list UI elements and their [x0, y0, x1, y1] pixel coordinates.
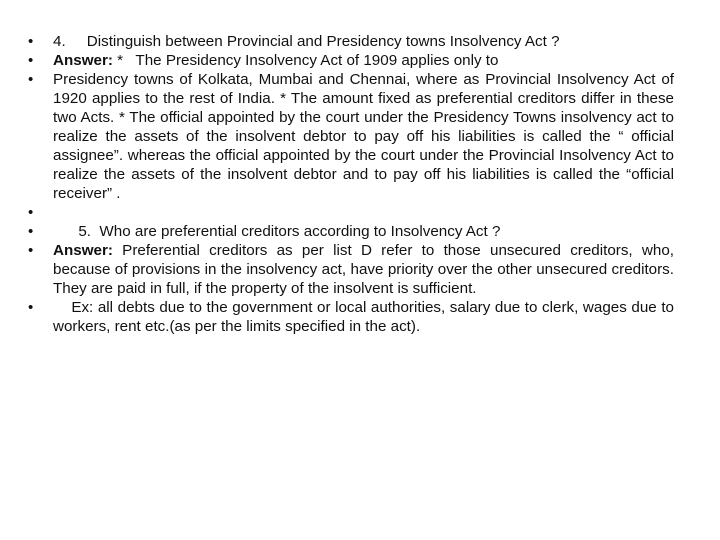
bullet-text: 5. Who are preferential creditors according to Insolvency Act ?	[53, 223, 501, 240]
answer-label: Answer:	[53, 242, 113, 259]
bullet-empty	[28, 203, 674, 222]
answer-label: Answer:	[53, 52, 113, 69]
bullet-example	[28, 298, 679, 336]
bullet-text: Preferential creditors as per list D refer to those unsecured creditors, who, because of provisions in the insolvency act, have priority over the other unsecured creditors. They are paid in full, if the property of the insolvent is sufficient.	[53, 242, 674, 297]
bullet-list	[28, 32, 679, 336]
bullet-text: Ex: all debts due to the government or local authorities, salary due to clerk, wages due to workers, rent etc.(as per the limits specified in the act).	[53, 299, 679, 335]
bullet-question-5	[28, 222, 674, 241]
bullet-question-4	[28, 32, 674, 51]
bullet-answer-5	[28, 241, 674, 298]
bullet-answer-4-detail	[28, 70, 674, 203]
bullet-text: * The Presidency Insolvency Act of 1909 applies only to	[112, 52, 499, 69]
bullet-answer-4	[28, 51, 674, 70]
bullet-text: Presidency towns of Kolkata, Mumbai and Chennai, where as Provincial Insolvency Act of 1920 applies to the rest of India. * The amount fixed as preferential creditors differ in these two Acts. * The official appointed by the court under the Presidency Towns insolvency act to realize the assets of the insolvent debtor to pay off his liabilities is called the “ official assignee”. whereas the official appointed by the court under the Provincial Insolvency Act to realize the assets of the insolvent debtor and to pay off his liabilities is called the “official receiver” .	[53, 71, 674, 202]
bullet-text: 4. Distinguish between Provincial and Presidency towns Insolvency Act ?	[53, 33, 560, 50]
